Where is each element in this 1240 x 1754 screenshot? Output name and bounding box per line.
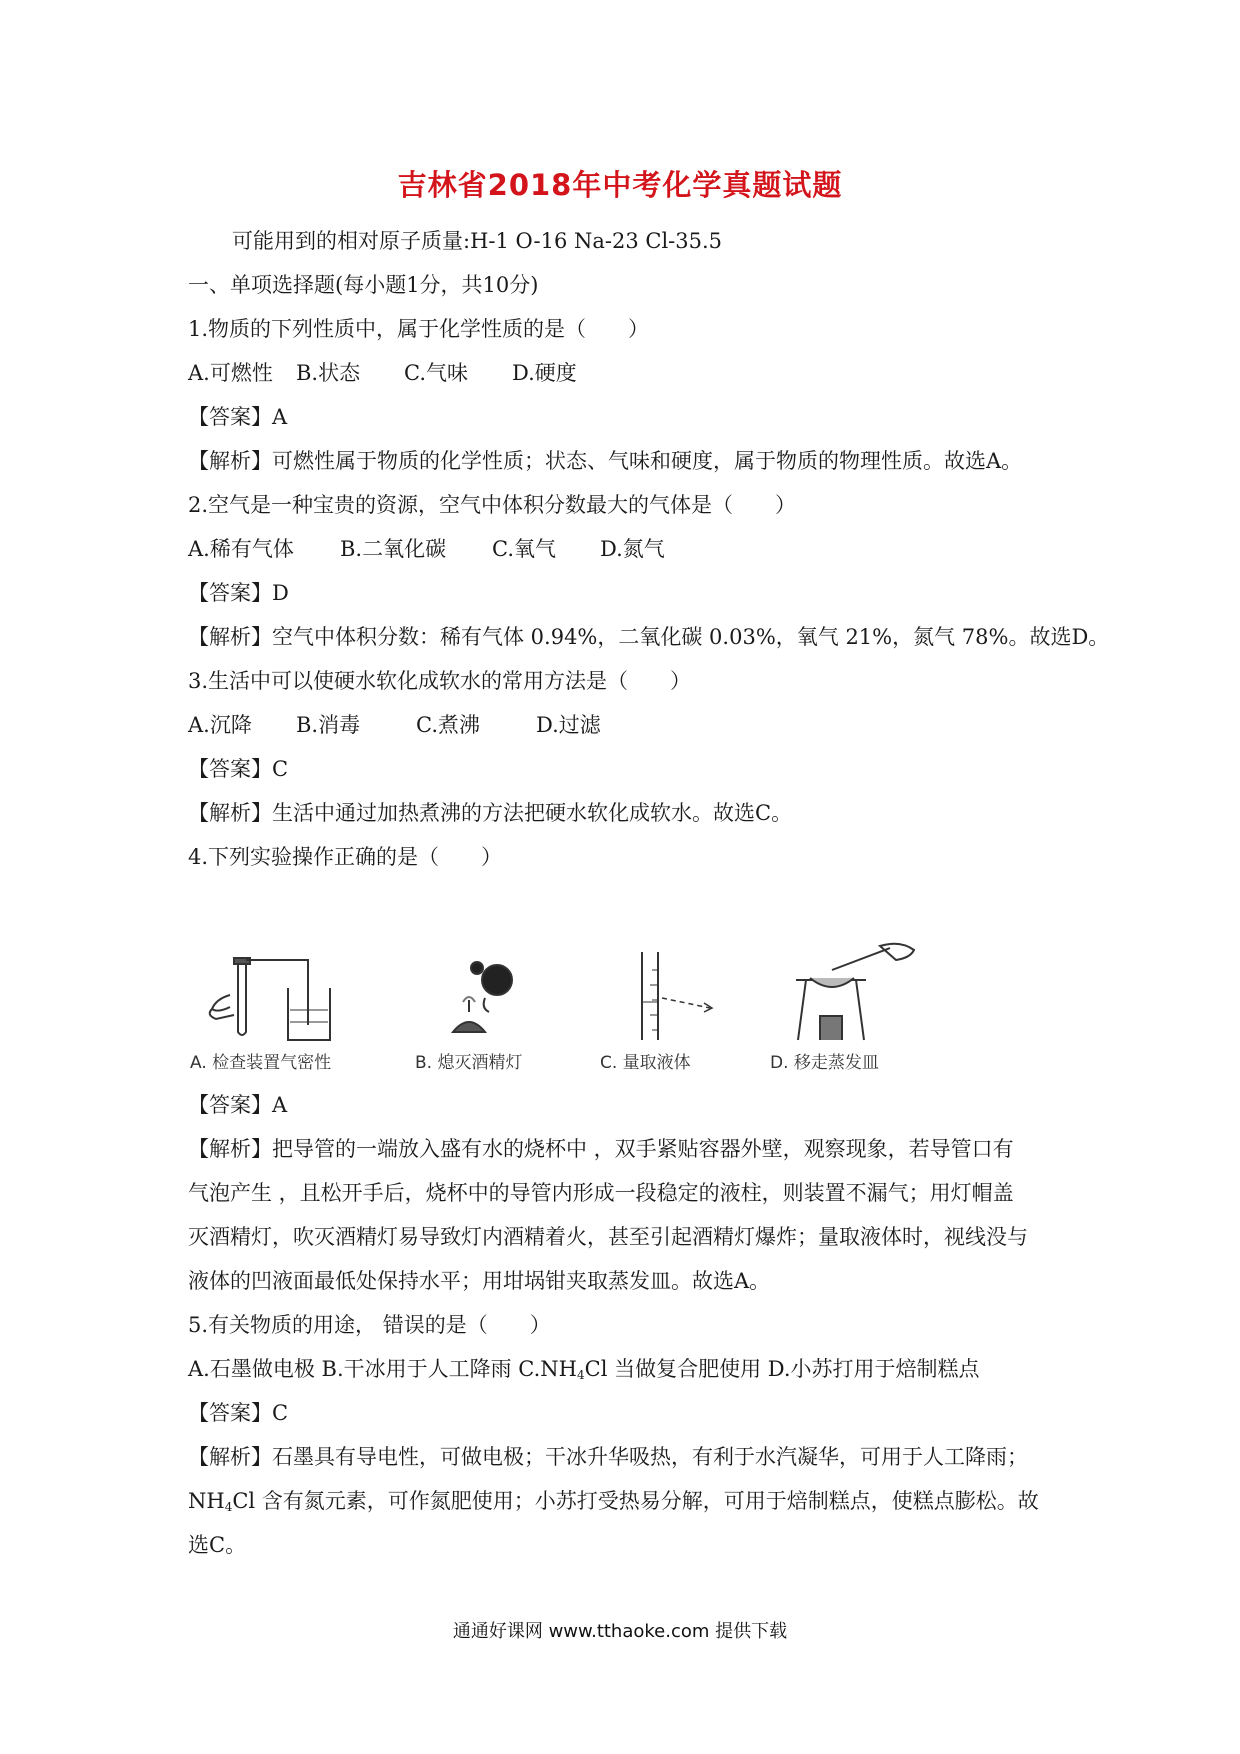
q5-analysis-line-1: 【解析】石墨具有导电性，可做电极；干冰升华吸热，有利于水汽凝华，可用于人工降雨； <box>188 1445 1028 1469</box>
q4-stem: 4.下列实验操作正确的是（ ） <box>188 845 503 869</box>
q1-option-a: A.可燃性 <box>188 361 273 385</box>
q2-analysis: 【解析】空气中体积分数：稀有气体 0.94%，二氧化碳 0.03%，氧气 21%，氮气 78%。故选D。 <box>188 625 1110 649</box>
q2-answer: 【答案】D <box>188 581 289 605</box>
q4-analysis-line-2: 气泡产生 ，且松开手后，烧杯中的导管内形成一段稳定的液柱，则装置不漏气；用灯帽盖 <box>188 1181 1014 1205</box>
q4-caption-d: D. 移走蒸发皿 <box>770 1053 879 1073</box>
q4-caption-a: A. 检查装置气密性 <box>190 1053 332 1073</box>
q3-options <box>188 711 601 739</box>
q4-analysis-line-3: 灭酒精灯，吹灭酒精灯易导致灯内酒精着火，甚至引起酒精灯爆炸；量取液体时，视线没与 <box>188 1225 1028 1249</box>
q4-figure-d <box>770 940 950 1080</box>
q3-stem: 3.生活中可以使硬水软化成软水的常用方法是（ ） <box>188 669 692 693</box>
q4-answer: 【答案】A <box>188 1093 288 1117</box>
q1-option-c: C.气味 <box>404 361 468 385</box>
q4-figure-c <box>600 940 780 1080</box>
q2-option-b: B.二氧化碳 <box>340 537 447 561</box>
q4-figure-a <box>190 940 370 1080</box>
q4-analysis-line-4: 液体的凹液面最低处保持水平；用坩埚钳夹取蒸发皿。故选A。 <box>188 1269 771 1293</box>
q5-options <box>188 1355 980 1389</box>
blow-out-lamp-illustration <box>415 940 595 1045</box>
q1-answer: 【答案】A <box>188 405 288 429</box>
airtightness-test-illustration <box>190 940 370 1045</box>
q1-analysis: 【解析】可燃性属于物质的化学性质；状态、气味和硬度，属于物质的物理性质。故选A。 <box>188 449 1023 473</box>
q4-caption-b: B. 熄灭酒精灯 <box>415 1053 523 1073</box>
q2-option-a: A.稀有气体 <box>188 537 294 561</box>
q5-analysis-subscript: 4 <box>224 1500 233 1514</box>
q1-options <box>188 359 577 387</box>
q3-option-a: A.沉降 <box>188 713 252 737</box>
evaporating-dish-illustration <box>770 940 950 1045</box>
q3-option-c: C.煮沸 <box>416 713 480 737</box>
q5-options-part-2: Cl 当做复合肥使用 D.小苏打用于焙制糕点 <box>584 1357 980 1381</box>
page-footer: 通通好课网 www.tthaoke.com 提供下载 <box>452 1621 788 1642</box>
q4-caption-c: C. 量取液体 <box>600 1053 691 1073</box>
q1-option-d: D.硬度 <box>512 361 577 385</box>
q5-analysis-part-2: Cl 含有氮元素，可作氮肥使用；小苏打受热易分解，可用于焙制糕点，使糕点膨松。故 <box>232 1489 1039 1513</box>
q3-analysis: 【解析】生活中通过加热煮沸的方法把硬水软化成软水。故选C。 <box>188 801 793 825</box>
intro-atomic-masses: 可能用到的相对原子质量:H-1 O-16 Na-23 Cl-35.5 <box>232 229 723 253</box>
q5-analysis-line-2 <box>188 1487 1039 1521</box>
q4-analysis-line-1: 【解析】把导管的一端放入盛有水的烧杯中 ，双手紧贴容器外壁，观察现象，若导管口有 <box>188 1137 1014 1161</box>
section-heading: 一、单项选择题(每小题1分，共10分) <box>188 273 539 297</box>
q2-option-d: D.氮气 <box>600 537 665 561</box>
q4-figure-b <box>415 940 595 1080</box>
q4-figure-row <box>190 940 950 1080</box>
q2-option-c: C.氧气 <box>492 537 556 561</box>
q5-options-part-1: A.石墨做电极 B.干冰用于人工降雨 C.NH <box>188 1357 577 1381</box>
q3-answer: 【答案】C <box>188 757 289 781</box>
q5-analysis-line-3: 选C。 <box>188 1533 247 1557</box>
graduated-cylinder-illustration <box>600 940 780 1045</box>
q2-options <box>188 535 665 563</box>
page-title: 吉林省2018年中考化学真题试题 <box>397 168 843 202</box>
q3-option-b: B.消毒 <box>296 713 361 737</box>
q1-stem: 1.物质的下列性质中，属于化学性质的是（ ） <box>188 317 650 341</box>
q2-stem: 2.空气是一种宝贵的资源，空气中体积分数最大的气体是（ ） <box>188 493 797 517</box>
q1-option-b: B.状态 <box>296 361 361 385</box>
q5-options-subscript: 4 <box>576 1368 585 1382</box>
q5-analysis-part-1: NH <box>188 1489 225 1513</box>
q3-option-d: D.过滤 <box>536 713 601 737</box>
q5-stem: 5.有关物质的用途， 错误的是（ ） <box>188 1313 551 1337</box>
q5-answer: 【答案】C <box>188 1401 289 1425</box>
